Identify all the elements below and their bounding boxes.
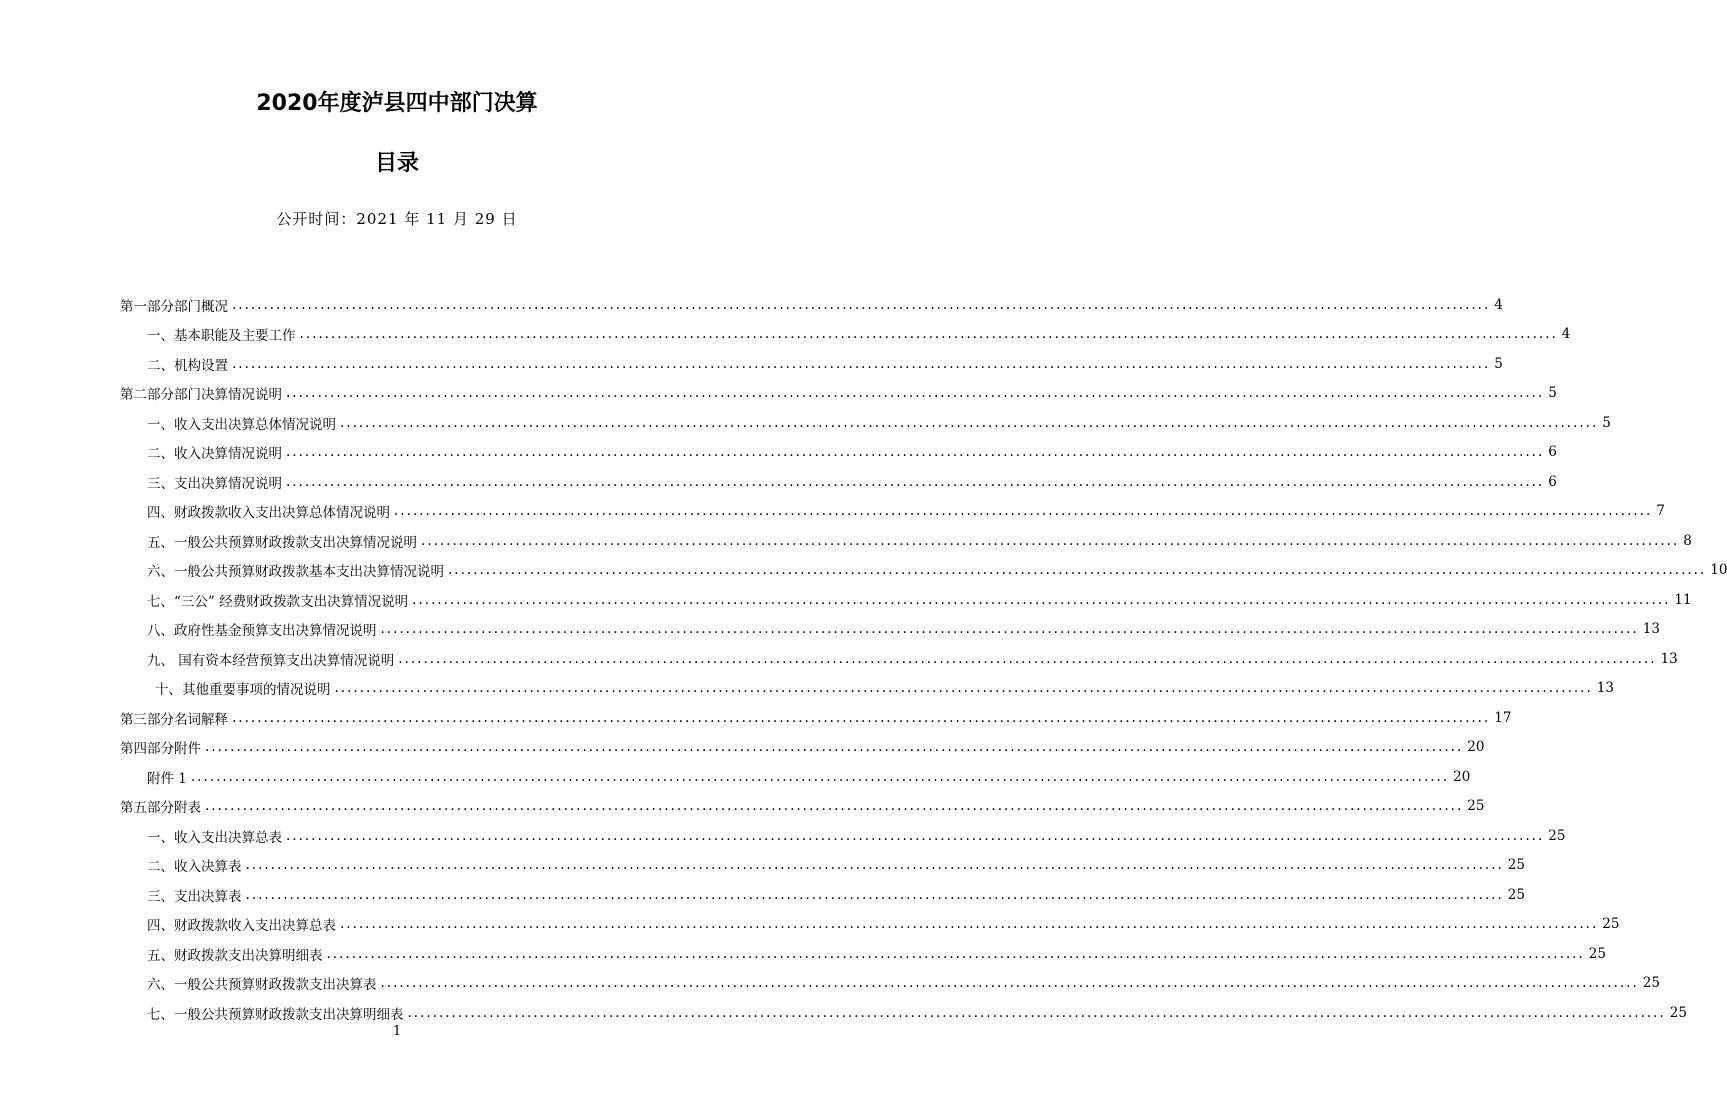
dot-leader: ........................................................................................................................................................................................................ <box>326 945 1585 962</box>
toc-entry-label: 附件 1 <box>147 770 187 787</box>
toc-entry-page: 4 <box>1494 296 1503 313</box>
toc-entry-label: 十、其他重要事项的情况说明 <box>155 682 331 699</box>
toc-entry-page: 7 <box>1656 503 1665 520</box>
dot-leader: ........................................................................................................................................................................................................ <box>412 591 1671 608</box>
toc-entry[interactable] <box>120 703 1512 733</box>
toc-entry[interactable] <box>120 851 1525 881</box>
publish-date: 公开时间：2021 年 11 月 29 日 <box>276 210 518 228</box>
dot-leader: ........................................................................................................................................................................................................ <box>340 916 1599 933</box>
toc-entry[interactable] <box>120 438 1557 468</box>
toc-entry-label: 一、基本职能及主要工作 <box>147 328 296 345</box>
toc-entry[interactable] <box>120 526 1692 556</box>
dot-leader: ........................................................................................................................................................................................................ <box>398 650 1657 667</box>
toc-entry[interactable] <box>120 762 1471 792</box>
toc-entry[interactable] <box>120 349 1503 379</box>
toc-entry[interactable] <box>120 379 1557 409</box>
toc-entry-label: 二、收入决算表 <box>147 859 242 876</box>
document-title: 2020年度泸县四中部门决算 <box>256 91 538 116</box>
dot-leader: ........................................................................................................................................................................................................ <box>205 739 1464 756</box>
toc-entry[interactable] <box>120 290 1503 320</box>
toc-entry[interactable] <box>120 467 1557 497</box>
toc-entry-label: 七、“三公” 经费财政拨款支出决算情况说明 <box>147 593 409 610</box>
toc-entry-page: 5 <box>1602 414 1611 431</box>
toc-entry-label: 四、财政拨款收入支出决算总体情况说明 <box>147 505 390 522</box>
toc-entry-label: 一、收入支出决算总体情况说明 <box>147 416 336 433</box>
toc-entry[interactable] <box>120 821 1566 851</box>
dot-leader: ........................................................................................................................................................................................................ <box>190 768 1450 785</box>
dot-leader: ........................................................................................................................................................................................................ <box>286 827 1545 844</box>
toc-entry-label: 一、收入支出决算总表 <box>147 829 282 846</box>
page-number: 1 <box>392 1024 402 1039</box>
toc-entry-page: 25 <box>1588 945 1606 962</box>
toc-entry-label: 第三部分名词解释 <box>120 711 228 728</box>
toc-entry-page: 25 <box>1467 798 1485 815</box>
dot-leader: ........................................................................................................................................................................................................ <box>245 886 1504 903</box>
toc-entry[interactable] <box>120 408 1611 438</box>
toc-entry-page: 17 <box>1494 709 1512 726</box>
toc-entry[interactable] <box>120 939 1606 969</box>
toc-entry-page: 10 <box>1710 562 1727 579</box>
toc-entry-page: 13 <box>1660 650 1678 667</box>
dot-leader: ........................................................................................................................................................................................................ <box>232 355 1491 372</box>
toc-entry-page: 6 <box>1548 444 1557 461</box>
toc-entry-label: 二、机构设置 <box>147 357 228 374</box>
toc-entry-page: 25 <box>1642 975 1660 992</box>
toc-entry-page: 13 <box>1642 621 1660 638</box>
toc-entry[interactable] <box>120 644 1678 674</box>
toc-entry[interactable] <box>120 556 1727 586</box>
toc-entry-page: 25 <box>1602 916 1620 933</box>
toc-entry-label: 五、一般公共预算财政拨款支出决算情况说明 <box>147 534 417 551</box>
toc-entry-page: 25 <box>1507 886 1525 903</box>
toc-entry-label: 四、财政拨款收入支出决算总表 <box>147 918 336 935</box>
toc-entry-label: 二、收入决算情况说明 <box>147 446 282 463</box>
toc-entry[interactable] <box>120 733 1485 763</box>
toc-entry[interactable] <box>120 880 1525 910</box>
dot-leader: ........................................................................................................................................................................................................ <box>407 1004 1666 1021</box>
toc-entry-label: 六、一般公共预算财政拨款基本支出决算情况说明 <box>147 564 444 581</box>
toc-entry[interactable] <box>120 674 1614 704</box>
dot-leader: ........................................................................................................................................................................................................ <box>394 503 1653 520</box>
dot-leader: ........................................................................................................................................................................................................ <box>286 473 1545 490</box>
toc-entry-page: 5 <box>1548 385 1557 402</box>
toc-entry[interactable] <box>120 792 1485 822</box>
toc-entry[interactable] <box>120 497 1665 527</box>
dot-leader: ........................................................................................................................................................................................................ <box>340 414 1599 431</box>
toc-entry-page: 13 <box>1596 680 1614 697</box>
toc-entry[interactable] <box>120 585 1692 615</box>
toc-entry-label: 六、一般公共预算财政拨款支出决算表 <box>147 977 377 994</box>
toc-heading: 目录 <box>374 151 419 176</box>
dot-leader: ........................................................................................................................................................................................................ <box>334 680 1593 697</box>
table-of-contents <box>120 290 1727 1028</box>
toc-entry-label: 五、财政拨款支出决算明细表 <box>147 947 323 964</box>
dot-leader: ........................................................................................................................................................................................................ <box>245 857 1504 874</box>
toc-entry-label: 三、支出决算表 <box>147 888 242 905</box>
toc-entry[interactable] <box>120 969 1660 999</box>
toc-entry-label: 第一部分部门概况 <box>120 298 228 315</box>
toc-entry-page: 8 <box>1683 532 1692 549</box>
toc-entry-page: 20 <box>1467 739 1485 756</box>
dot-leader: ........................................................................................................................................................................................................ <box>286 444 1545 461</box>
dot-leader: ........................................................................................................................................................................................................ <box>232 709 1491 726</box>
toc-entry[interactable] <box>120 615 1660 645</box>
toc-entry-page: 5 <box>1494 355 1503 372</box>
dot-leader: ........................................................................................................................................................................................................ <box>421 532 1680 549</box>
toc-entry-label: 八、政府性基金预算支出决算情况说明 <box>147 623 377 640</box>
toc-entry-label: 第四部分附件 <box>120 741 201 758</box>
dot-leader: ........................................................................................................................................................................................................ <box>380 621 1639 638</box>
toc-entry-label: 第二部分部门决算情况说明 <box>120 387 282 404</box>
toc-entry-page: 11 <box>1674 591 1692 608</box>
toc-entry-label: 三、支出决算情况说明 <box>147 475 282 492</box>
toc-entry-label: 七、一般公共预算财政拨款支出决算明细表 <box>147 1006 404 1023</box>
toc-entry[interactable] <box>120 320 1571 350</box>
toc-entry-page: 20 <box>1453 768 1471 785</box>
toc-entry[interactable] <box>120 910 1620 940</box>
dot-leader: ........................................................................................................................................................................................................ <box>380 975 1639 992</box>
dot-leader: ........................................................................................................................................................................................................ <box>232 296 1491 313</box>
toc-entry-page: 4 <box>1561 326 1571 343</box>
toc-entry-page: 6 <box>1548 473 1557 490</box>
dot-leader: ........................................................................................................................................................................................................ <box>299 326 1558 343</box>
toc-entry-page: 25 <box>1548 827 1566 844</box>
dot-leader: ........................................................................................................................................................................................................ <box>205 798 1464 815</box>
toc-entry-page: 25 <box>1507 857 1525 874</box>
dot-leader: ........................................................................................................................................................................................................ <box>448 562 1707 579</box>
toc-entry-label: 第五部分附表 <box>120 800 201 817</box>
toc-entry-page: 25 <box>1669 1004 1687 1021</box>
dot-leader: ........................................................................................................................................................................................................ <box>286 385 1545 402</box>
toc-entry-label: 九、 国有资本经营预算支出决算情况说明 <box>147 652 395 669</box>
